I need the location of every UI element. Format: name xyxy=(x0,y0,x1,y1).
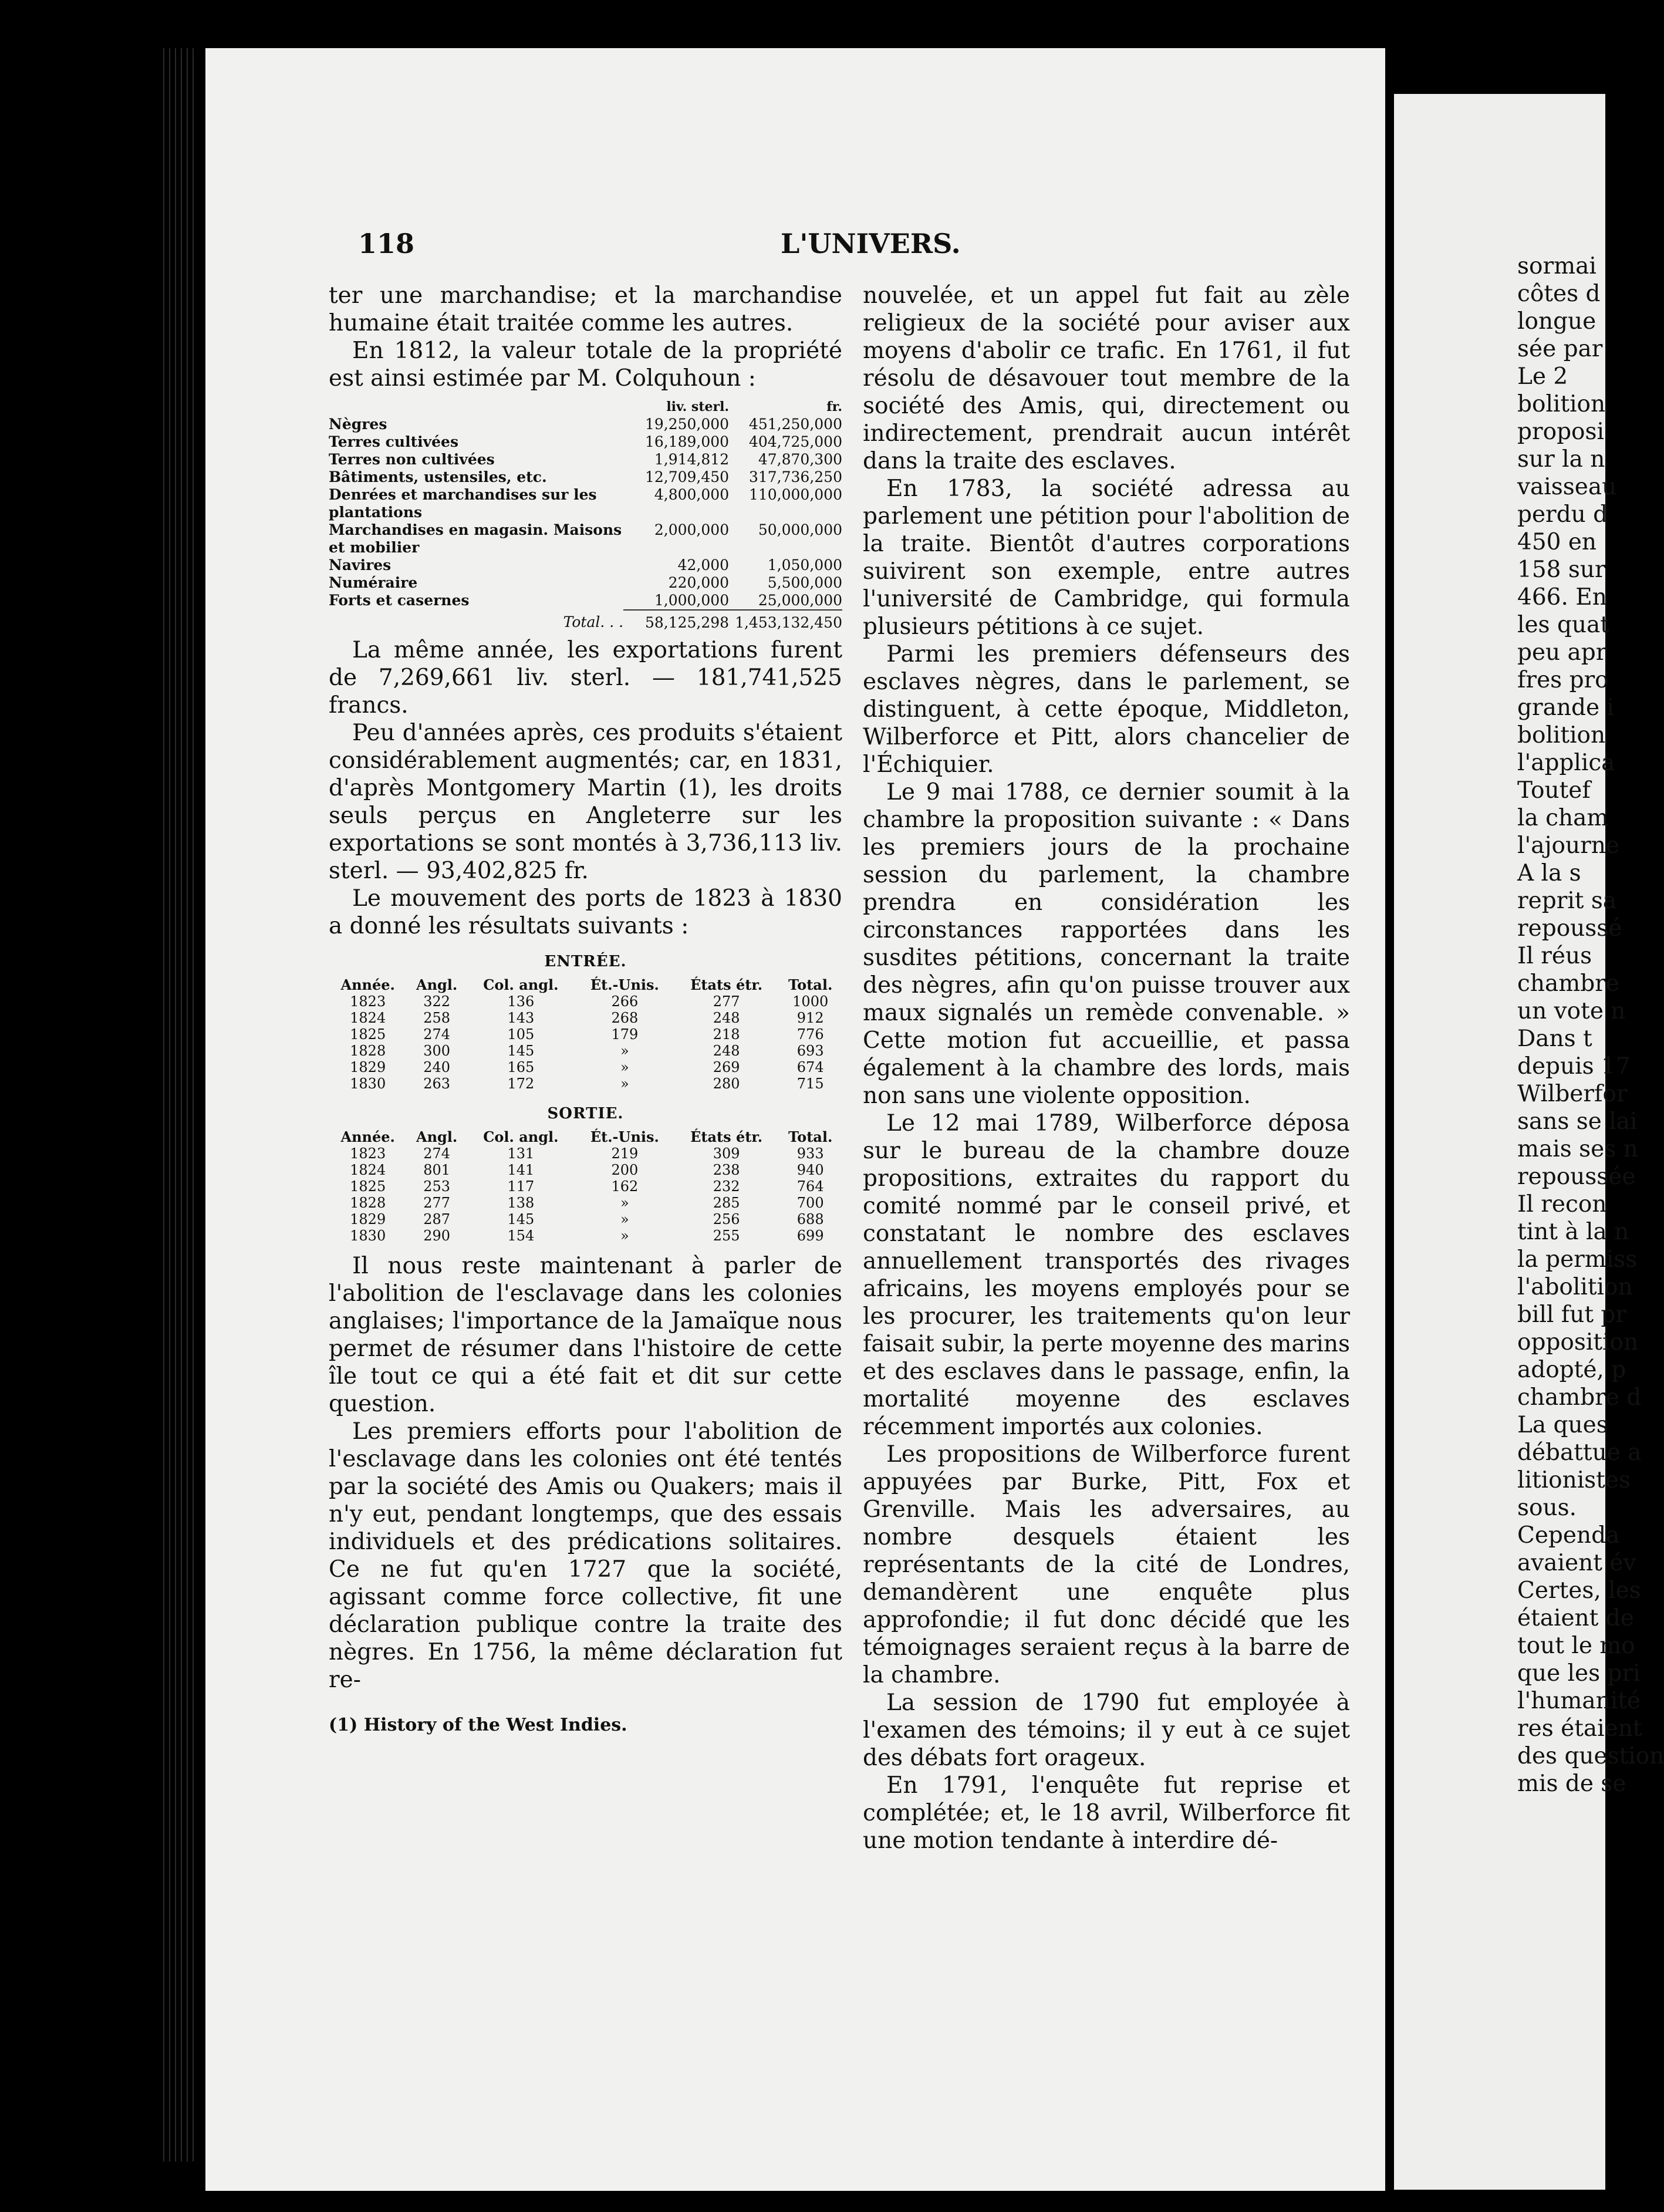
footnote: (1) History of the West Indies. xyxy=(329,1715,627,1735)
sortie-row xyxy=(329,1195,842,1211)
sortie-column-header: Col. angl. xyxy=(483,1128,559,1145)
entree-cell: 240 xyxy=(423,1059,451,1075)
assets-value: 2,000,000 xyxy=(654,521,730,538)
sortie-cell: » xyxy=(620,1228,629,1244)
next-page-line: repoussée xyxy=(1517,1164,1636,1190)
next-page-line: bill fut pr xyxy=(1517,1301,1627,1328)
sortie-cell: 277 xyxy=(423,1195,451,1211)
sortie-cell: 200 xyxy=(611,1162,639,1178)
entree-cell: 248 xyxy=(713,1043,740,1059)
next-page-line: repoussé xyxy=(1517,915,1622,942)
next-page-line: sormai xyxy=(1517,253,1597,279)
next-page-line: 466. En xyxy=(1517,584,1607,611)
entree-cell: 322 xyxy=(423,993,451,1010)
assets-label: Marchandises en magasin. Maisons et mobilier xyxy=(329,521,622,556)
sortie-column-header: Total. xyxy=(788,1128,833,1145)
assets-value: 1,000,000 xyxy=(654,592,730,609)
assets-value: 4,800,000 xyxy=(654,486,730,503)
sortie-row xyxy=(329,1145,842,1162)
entree-cell: 300 xyxy=(423,1043,451,1059)
entree-cell: 776 xyxy=(796,1026,824,1043)
entree-cell: 145 xyxy=(507,1043,535,1059)
sortie-cell: 309 xyxy=(713,1145,740,1162)
assets-row xyxy=(329,416,842,433)
next-page-line: bolition xyxy=(1517,391,1606,417)
paragraph: Les propositions de Wilberforce furent appuyées par Burke, Pitt, Fox et Grenville. Mais les adversaires, au nombre desquels étaient les représentants de la cité de Londres, demandèrent une enquête plus approfondie; il fut donc décidé que les témoignages seraient reçus à la barre de la chambre. xyxy=(863,1441,1350,1688)
next-page-line: mais ses n xyxy=(1517,1136,1638,1162)
paragraph: Le mouvement des ports de 1823 à 1830 a donné les résultats suivants : xyxy=(329,885,842,939)
next-page-line: proposi xyxy=(1517,419,1605,445)
next-page-line: la cham xyxy=(1517,805,1609,831)
next-page-line: bolition xyxy=(1517,722,1606,748)
entree-row xyxy=(329,1059,842,1075)
next-page-line: depuis 17 xyxy=(1517,1053,1631,1080)
entree-cell: 277 xyxy=(713,993,740,1010)
entree-cell: 274 xyxy=(423,1026,451,1043)
entree-cell: 268 xyxy=(611,1010,639,1026)
assets-label: Forts et casernes xyxy=(329,592,470,609)
entree-cell: 263 xyxy=(423,1075,451,1092)
assets-label: Bâtiments, ustensiles, etc. xyxy=(329,468,547,485)
assets-row xyxy=(329,468,842,486)
next-page-line: Toutef xyxy=(1517,777,1591,804)
sortie-cell: 131 xyxy=(507,1145,535,1162)
assets-value: 220,000 xyxy=(668,574,730,591)
next-page-line: Dans t xyxy=(1517,1026,1592,1052)
paragraph: La même année, les exportations furent de 7,269,661 liv. sterl. — 181,741,525 francs. xyxy=(329,637,842,719)
entree-row xyxy=(329,1075,842,1092)
next-page-line: reprit sa xyxy=(1517,888,1617,914)
next-page-line: chambre xyxy=(1517,970,1619,997)
assets-value: 451,250,000 xyxy=(748,416,842,433)
entree-cell: 172 xyxy=(507,1075,535,1092)
assets-row xyxy=(329,451,842,468)
sortie-row xyxy=(329,1178,842,1195)
next-page-line: Cependa xyxy=(1517,1522,1620,1549)
paragraph: Il nous reste maintenant à parler de l'abolition de l'esclavage dans les colonies anglaises; l'importance de la Jamaïque nous permet de résumer dans l'histoire de cette île tout ce qui a été fait et dit sur cette question. xyxy=(329,1253,842,1417)
assets-value: 47,870,300 xyxy=(758,451,842,468)
running-title: L'UNIVERS. xyxy=(781,228,961,259)
book-binding xyxy=(158,48,194,2162)
entree-table xyxy=(329,977,842,1092)
next-page-line: sée par xyxy=(1517,336,1603,362)
entree-cell: 258 xyxy=(423,1010,451,1026)
next-page-line: l'abolition xyxy=(1517,1274,1633,1300)
next-page-line: tint à la n xyxy=(1517,1219,1629,1245)
next-page-line: vaisseau xyxy=(1517,474,1617,500)
entree-cell: 269 xyxy=(713,1059,740,1075)
sortie-cell: 219 xyxy=(611,1145,639,1162)
entree-cell: 1830 xyxy=(350,1075,386,1092)
sortie-cell: 1823 xyxy=(350,1145,386,1162)
entree-row xyxy=(329,1043,842,1059)
sortie-cell: 1829 xyxy=(350,1211,386,1228)
sortie-cell: 1825 xyxy=(350,1178,386,1195)
entree-column-header: États étr. xyxy=(690,976,763,993)
assets-header-fr: fr. xyxy=(826,399,842,414)
next-page-line: débattue a xyxy=(1517,1439,1642,1466)
next-page-line: adopté, p xyxy=(1517,1357,1626,1383)
next-page-line: opposition xyxy=(1517,1329,1639,1355)
paragraph: Les premiers efforts pour l'abolition de l'esclavage dans les colonies ont été tentés par la société des Amis ou Quakers; mais il n'y eut, pendant longtemps, que des essais individuels et des prédications solitaires. Ce ne fut qu'en 1727 que la société, agissant comme force collective, fit une déclaration publique contre la traite des nègres. En 1756, la même déclaration fut re- xyxy=(329,1418,842,1693)
assets-label: Numéraire xyxy=(329,574,418,591)
sortie-column-header: Angl. xyxy=(416,1128,458,1145)
next-page-line: 450 en xyxy=(1517,529,1597,555)
next-page-line: fres pro xyxy=(1517,667,1609,693)
next-page-line: les quat xyxy=(1517,612,1609,638)
sortie-cell: 145 xyxy=(507,1211,535,1228)
entree-cell: 266 xyxy=(611,993,639,1010)
paragraph: Le 9 mai 1788, ce dernier soumit à la chambre la proposition suivante : « Dans les premiers jours de la prochaine session du parlement, la chambre prendra en considération les circonstances rapportées dans les susdites pétitions, concernant la traite des nègres, afin qu'on puisse trouver aux maux signalés un remède convenable. » Cette motion fut accueillie, et passa également à la chambre des lords, mais non sans une violente opposition. xyxy=(863,779,1350,1109)
assets-value: 317,736,250 xyxy=(748,468,842,485)
entree-cell: 1824 xyxy=(350,1010,386,1026)
next-page-line: sans se lai xyxy=(1517,1108,1638,1135)
sortie-cell: 1828 xyxy=(350,1195,386,1211)
next-page-line: la permiss xyxy=(1517,1246,1638,1273)
sortie-column-header: États étr. xyxy=(690,1128,763,1145)
next-page-line: tout le mo xyxy=(1517,1633,1635,1659)
assets-row xyxy=(329,592,842,610)
next-page-line: litionistes xyxy=(1517,1467,1631,1493)
left-column xyxy=(329,282,842,1739)
assets-table xyxy=(329,398,842,632)
assets-row xyxy=(329,433,842,451)
entree-cell: 912 xyxy=(796,1010,824,1026)
paragraph: ter une marchandise; et la marchandise humaine était traitée comme les autres. xyxy=(329,282,842,336)
entree-cell: 674 xyxy=(796,1059,824,1075)
assets-value: 1,914,812 xyxy=(654,451,730,468)
sortie-table xyxy=(329,1129,842,1244)
sortie-cell: 138 xyxy=(507,1195,535,1211)
next-page-line: l'humanité xyxy=(1517,1688,1641,1714)
sortie-cell: 162 xyxy=(611,1178,639,1195)
assets-value: 1,050,000 xyxy=(767,557,842,574)
sortie-cell: 290 xyxy=(423,1228,451,1244)
next-page-line: sous. xyxy=(1517,1495,1577,1521)
sortie-cell: 154 xyxy=(507,1228,535,1244)
entree-cell: 143 xyxy=(507,1010,535,1026)
sortie-row xyxy=(329,1228,842,1244)
assets-header-liv: liv. sterl. xyxy=(666,399,730,414)
total-liv: 58,125,298 xyxy=(623,610,729,632)
next-page-line: l'ajourne xyxy=(1517,832,1619,859)
entree-column-header: Angl. xyxy=(416,976,458,993)
sortie-cell: 274 xyxy=(423,1145,451,1162)
assets-value: 16,189,000 xyxy=(644,433,730,450)
assets-row xyxy=(329,521,842,557)
next-page xyxy=(1394,94,1664,2190)
sortie-cell: 764 xyxy=(796,1178,824,1195)
entree-cell: » xyxy=(620,1059,629,1075)
next-page-line: côtes d xyxy=(1517,281,1601,307)
assets-row xyxy=(329,557,842,574)
next-page-line: peu apr xyxy=(1517,639,1607,666)
entree-cell: 165 xyxy=(507,1059,535,1075)
sortie-cell: 1830 xyxy=(350,1228,386,1244)
next-page-line: sur la n xyxy=(1517,446,1605,473)
paragraph: En 1791, l'enquête fut reprise et complétée; et, le 18 avril, Wilberforce fit une motion tendante à interdire dé- xyxy=(863,1772,1350,1854)
assets-value: 404,725,000 xyxy=(748,433,842,450)
next-page-line: perdu d xyxy=(1517,501,1608,528)
paragraph: Le 12 mai 1789, Wilberforce déposa sur le bureau de la chambre douze propositions, extraites du rapport du comité nommé par le conseil privé, et constatant le nombre des esclaves annuellement transportés des rivages africains, les moyens employés pour se les procurer, les traitements qu'on leur faisait subir, la perte moyenne des marins et des esclaves dans le passage, enfin, la mortalité moyenne des esclaves récemment importés aux colonies. xyxy=(863,1110,1350,1440)
entree-cell: » xyxy=(620,1075,629,1092)
entree-column-header: Ét.-Unis. xyxy=(590,976,659,993)
entree-cell: 179 xyxy=(611,1026,639,1043)
entree-title: ENTRÉE. xyxy=(544,953,627,970)
sortie-cell: 117 xyxy=(507,1178,535,1195)
paragraph: En 1783, la société adressa au parlement une pétition pour l'abolition de la traite. Bientôt d'autres corporations suivirent son exemple, entre autres l'université de Cambridge, qui formula plusieurs pétitions à ce sujet. xyxy=(863,476,1350,640)
next-page-line: longue xyxy=(1517,308,1597,335)
sortie-cell: 285 xyxy=(713,1195,740,1211)
next-page-line: A la s xyxy=(1517,860,1581,886)
entree-cell: 1829 xyxy=(350,1059,386,1075)
entree-cell: 280 xyxy=(713,1075,740,1092)
next-page-line: Il recon xyxy=(1517,1191,1607,1218)
entree-cell: 693 xyxy=(796,1043,824,1059)
entree-column-header: Col. angl. xyxy=(483,976,559,993)
assets-value: 19,250,000 xyxy=(644,416,730,433)
sortie-cell: 287 xyxy=(423,1211,451,1228)
paragraph: Peu d'années après, ces produits s'étaient considérablement augmentés; car, en 1831, d'après Montgomery Martin (1), les droits seuls perçus en Angleterre sur les exportations se sont montés à 3,736,113 liv. sterl. — 93,402,825 fr. xyxy=(329,720,842,884)
sortie-cell: 801 xyxy=(423,1162,451,1178)
entree-row xyxy=(329,993,842,1010)
assets-value: 42,000 xyxy=(677,557,730,574)
entree-cell: 105 xyxy=(507,1026,535,1043)
next-page-line: étaient de xyxy=(1517,1605,1634,1631)
sortie-cell: 141 xyxy=(507,1162,535,1178)
sortie-cell: 232 xyxy=(713,1178,740,1195)
next-page-line: chambre d xyxy=(1517,1384,1642,1411)
sortie-cell: 688 xyxy=(796,1211,824,1228)
next-page-line: Certes, les xyxy=(1517,1577,1641,1604)
entree-cell: 248 xyxy=(713,1010,740,1026)
entree-cell: 715 xyxy=(796,1075,824,1092)
next-page-line: Wilberfor xyxy=(1517,1081,1628,1107)
entree-row xyxy=(329,1010,842,1026)
sortie-cell: 933 xyxy=(796,1145,824,1162)
sortie-cell: 253 xyxy=(423,1178,451,1195)
sortie-cell: 699 xyxy=(796,1228,824,1244)
next-page-line: que les pri xyxy=(1517,1660,1641,1687)
entree-cell: 218 xyxy=(713,1026,740,1043)
total-label: Total. . . xyxy=(563,613,624,630)
sortie-column-header: Année. xyxy=(340,1128,395,1145)
assets-value: 12,709,450 xyxy=(644,468,730,485)
assets-label: Denrées et marchandises sur les plantations xyxy=(329,486,597,521)
assets-label: Navires xyxy=(329,557,391,574)
sortie-cell: 700 xyxy=(796,1195,824,1211)
entree-cell: 1823 xyxy=(350,993,386,1010)
assets-value: 5,500,000 xyxy=(767,574,842,591)
assets-value: 25,000,000 xyxy=(758,592,842,609)
entree-cell: 136 xyxy=(507,993,535,1010)
entree-cell: 1828 xyxy=(350,1043,386,1059)
sortie-cell: 238 xyxy=(713,1162,740,1178)
next-page-line: un vote n xyxy=(1517,998,1626,1024)
paragraph: En 1812, la valeur totale de la propriété est ainsi estimée par M. Colquhoun : xyxy=(329,338,842,392)
assets-label: Terres cultivées xyxy=(329,433,459,450)
paragraph: La session de 1790 fut employée à l'examen des témoins; il y eut à ce sujet des débats fort orageux. xyxy=(863,1690,1350,1771)
paragraph: Parmi les premiers défenseurs des esclaves nègres, dans le parlement, se distinguent, à cette époque, Middleton, Wilberforce et Pitt, alors chancelier de l'Échiquier. xyxy=(863,641,1350,778)
assets-row xyxy=(329,486,842,521)
next-page-line: mis de se xyxy=(1517,1771,1626,1797)
next-page-line: res étaient xyxy=(1517,1715,1642,1742)
next-page-text xyxy=(1517,252,1664,1798)
next-page-line: Le 2 xyxy=(1517,363,1568,390)
next-page-line: grande i xyxy=(1517,694,1614,721)
sortie-title: SORTIE. xyxy=(547,1105,624,1122)
right-column xyxy=(863,282,1350,1854)
assets-label: Terres non cultivées xyxy=(329,451,495,468)
paragraph: nouvelée, et un appel fut fait au zèle religieux de la société pour aviser aux moyens d'abolir ce trafic. En 1761, il fut résolu de désavouer tout membre de la société des Amis, qui, directement ou indirectement, prendrait aucun intérêt dans la traite des esclaves. xyxy=(863,282,1350,474)
page-number: 118 xyxy=(358,228,415,259)
next-page-line: 158 sur xyxy=(1517,557,1606,583)
sortie-cell: » xyxy=(620,1211,629,1228)
sortie-row xyxy=(329,1211,842,1228)
sortie-row xyxy=(329,1162,842,1178)
next-page-line: La ques xyxy=(1517,1412,1608,1438)
sortie-column-header: Ét.-Unis. xyxy=(590,1128,659,1145)
assets-label: Nègres xyxy=(329,416,387,433)
assets-row xyxy=(329,574,842,592)
next-page-line: Il réus xyxy=(1517,943,1592,969)
entree-column-header: Total. xyxy=(788,976,833,993)
next-page-line: l'applica xyxy=(1517,750,1615,776)
entree-cell: 1000 xyxy=(792,993,829,1010)
sortie-cell: 1824 xyxy=(350,1162,386,1178)
next-page-line: avaient év xyxy=(1517,1550,1636,1576)
assets-value: 50,000,000 xyxy=(758,521,842,538)
entree-cell: » xyxy=(620,1043,629,1059)
sortie-cell: 940 xyxy=(796,1162,824,1178)
assets-value: 110,000,000 xyxy=(748,486,842,503)
entree-row xyxy=(329,1026,842,1043)
total-fr: 1,453,132,450 xyxy=(729,610,842,632)
next-page-line: des question xyxy=(1517,1743,1664,1769)
sortie-cell: 256 xyxy=(713,1211,740,1228)
entree-column-header: Année. xyxy=(340,976,395,993)
entree-cell: 1825 xyxy=(350,1026,386,1043)
sortie-cell: » xyxy=(620,1195,629,1211)
sortie-cell: 255 xyxy=(713,1228,740,1244)
